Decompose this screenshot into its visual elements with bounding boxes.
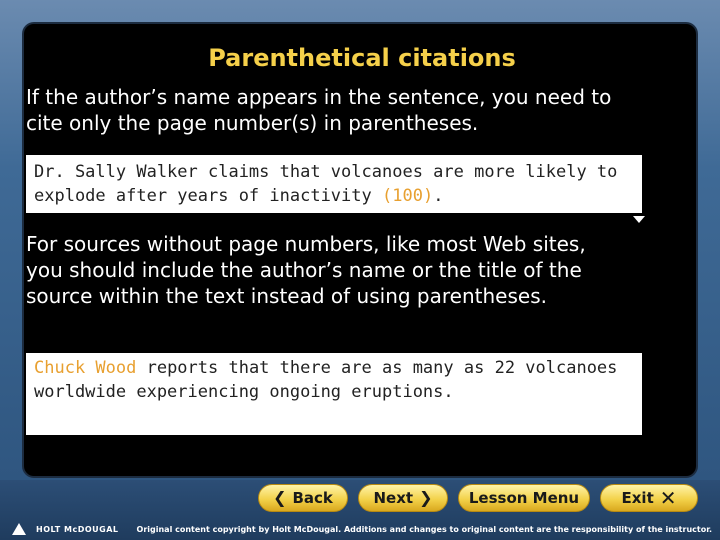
example-box-page-number [26, 155, 642, 213]
example1-text: Dr. Sally Walker claims that volcanoes are more likely to explode after years of inactivity [34, 162, 618, 206]
lesson-menu-button[interactable] [458, 484, 590, 512]
back-button[interactable] [258, 484, 348, 512]
copyright-notice: Original content copyright by Holt McDougal. Additions and changes to original content are the responsibility of the instructor. [136, 524, 713, 534]
example2-text: reports that there are as many as 22 volcanoes worldwide experiencing ongoing eruptions. [34, 358, 618, 402]
publisher-logo-icon [12, 523, 26, 535]
example-box-author-name [26, 353, 642, 435]
next-button-label: Next [373, 489, 414, 507]
example2-author: Chuck Wood [34, 358, 137, 378]
exit-button-label: Exit [621, 489, 654, 507]
lesson-menu-label: Lesson Menu [468, 489, 580, 507]
down-triangle-icon [633, 216, 645, 223]
publisher-brand: HOLT McDOUGAL [36, 524, 119, 534]
exit-button[interactable] [600, 484, 698, 512]
footer [0, 518, 720, 540]
chevron-right-icon: ❯ [419, 488, 433, 507]
close-icon: ✕ [659, 486, 677, 510]
next-button[interactable] [358, 484, 448, 512]
paragraph-no-page-numbers: For sources without page numbers, like most Web sites, you should include the author’s name or the title of the source within the text instead of using parentheses. [26, 232, 586, 308]
paragraph-author-in-sentence: If the author’s name appears in the sentence, you need to cite only the page number(s) in parentheses. [26, 85, 612, 135]
chevron-left-icon: ❮ [273, 488, 287, 507]
back-button-label: Back [292, 489, 333, 507]
example1-period: . [433, 186, 444, 206]
slide-title: Parenthetical citations [208, 44, 516, 72]
example1-citation: (100) [382, 186, 434, 206]
